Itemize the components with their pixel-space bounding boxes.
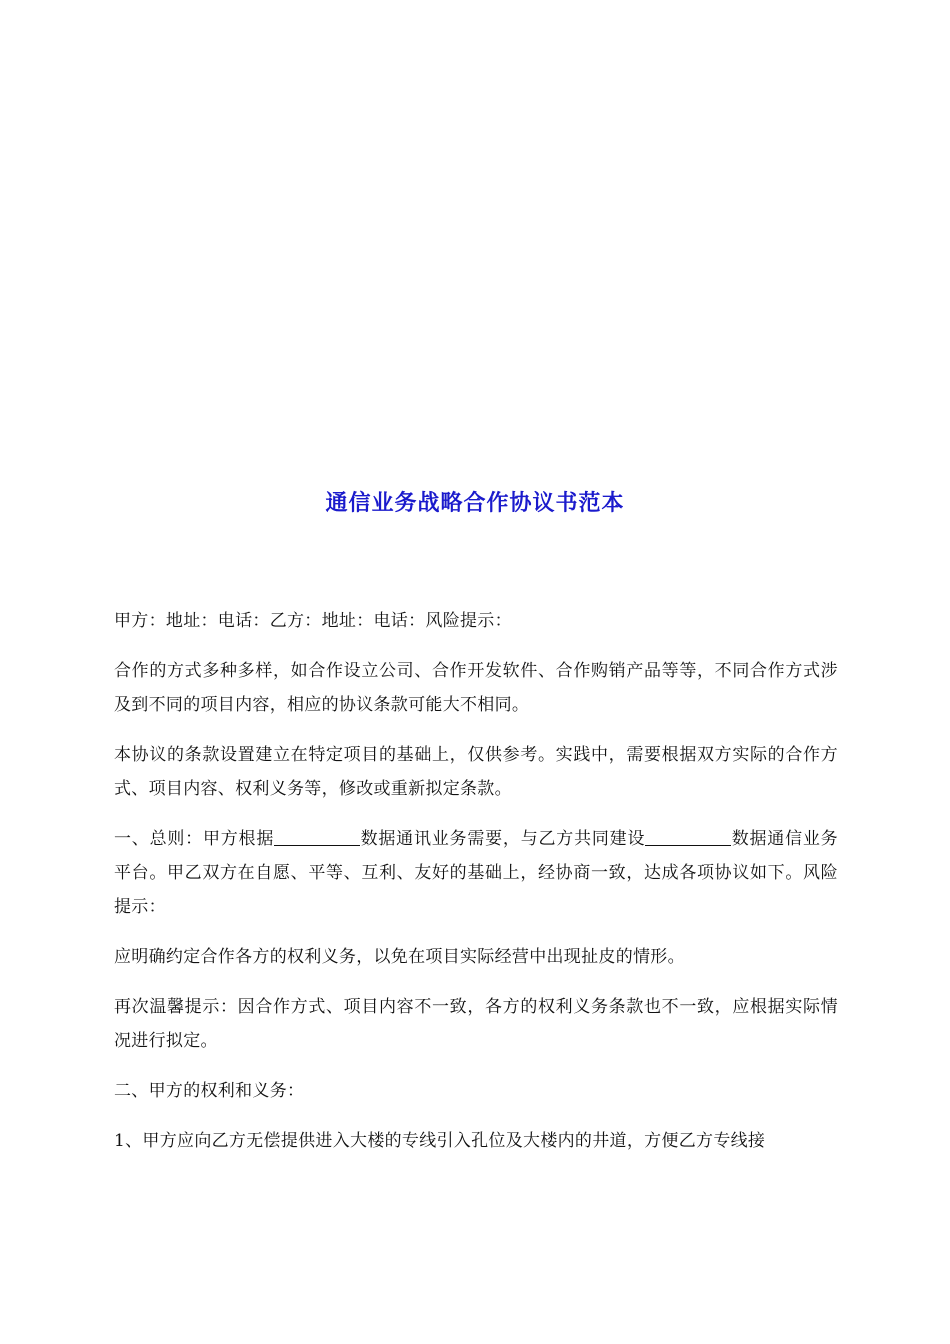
paragraph-cooperation-methods: 合作的方式多种多样，如合作设立公司、合作开发软件、合作购销产品等等，不同合作方式涉及到不同的项目内容，相应的协议条款可能大不相同。	[114, 661, 838, 715]
paragraph-parties: 甲方：地址：电话：乙方：地址：电话：风险提示：	[114, 611, 512, 631]
paragraph-general-principles	[114, 822, 838, 924]
fill-blank-2	[645, 829, 731, 846]
paragraph-rights-obligations-note: 应明确约定合作各方的权利义务，以免在项目实际经营中出现扯皮的情形。	[114, 947, 685, 967]
document-title: 通信业务战略合作协议书范本	[325, 490, 625, 516]
section-heading-party-a: 二、甲方的权利和义务：	[114, 1081, 305, 1101]
clause-1: 1、甲方应向乙方无偿提供进入大楼的专线引入孔位及大楼内的井道，方便乙方专线接	[114, 1131, 766, 1151]
paragraph-reference-note: 本协议的条款设置建立在特定项目的基础上，仅供参考。实践中，需要根据双方实际的合作方式、项目内容、权利义务等，修改或重新拟定条款。	[114, 745, 838, 799]
general-principles-part-1: 一、总则：甲方根据	[114, 829, 275, 849]
paragraph-reminder: 再次温馨提示：因合作方式、项目内容不一致，各方的权利义务条款也不一致，应根据实际情况进行拟定。	[114, 997, 838, 1051]
general-principles-part-2: 数据通讯业务需要，与乙方共同建设	[360, 829, 646, 849]
fill-blank-1	[274, 829, 360, 846]
general-principles-part-3: 数据通信业务平台。甲乙双方在自愿、平等、互利、友好的基础上，经协商一致，达成各项协议如下。风险提示：	[114, 829, 838, 917]
document-body	[114, 604, 838, 1174]
